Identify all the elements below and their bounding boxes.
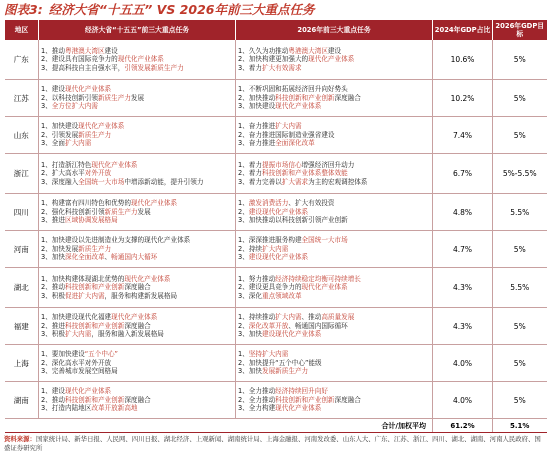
task-text: 深度融合: [124, 283, 151, 292]
task-text: 2、建设具有国际竞争力的: [41, 55, 118, 64]
header-plan: 经济大省“十五五”前三大重点任务: [39, 20, 236, 40]
task-line: [238, 131, 430, 140]
table-row: [5, 80, 547, 117]
plan-cell: [39, 308, 236, 345]
task-text: 深度融合: [124, 321, 151, 330]
highlighted-text: 现代化产业体系: [78, 122, 125, 131]
gdp-share-cell: 10.2%: [433, 80, 493, 117]
highlighted-text: 发展新质生产力: [261, 367, 309, 376]
gdp-share-cell: 4.3%: [433, 268, 493, 308]
task-line: [41, 169, 233, 178]
task-line: [238, 236, 430, 245]
total-row: [5, 419, 547, 433]
task-text: 3、加快: [41, 253, 65, 262]
task-line: [238, 64, 430, 73]
region-cell: 广东: [5, 40, 39, 80]
task-line: [41, 404, 233, 413]
task-line: [238, 55, 430, 64]
gdp-share-cell: 4.3%: [433, 308, 493, 345]
highlighted-text: 新质生产力: [97, 93, 131, 102]
task-text: 2、强化科技创新引领: [41, 207, 105, 216]
gdp-target-cell: 5%: [493, 80, 547, 117]
highlighted-text: 新质生产力: [104, 207, 138, 216]
highlighted-text: 科技创新和产业创新: [64, 395, 125, 404]
task-line: [238, 359, 430, 368]
highlighted-text: 全面深化改革: [275, 139, 315, 148]
task-line: [41, 178, 233, 187]
task-line: [41, 275, 233, 284]
source-text: 国家统计局、新华日报、人民网、四川日报、湖北经济、上观新闻、湖南统计局、上海金融报、河南发改委、山东人大、广东、江苏、浙江、四川、湖北、湖南、河南人民政府、国盛证券研究所: [4, 435, 541, 452]
task-line: [238, 245, 430, 254]
task-text: 1、打造浙江特色: [41, 160, 92, 169]
highlighted-text: 新质生产力: [78, 130, 112, 139]
highlighted-text: “五个中心”: [84, 350, 118, 359]
tasks-2026-cell: [236, 268, 433, 308]
task-text: 发展: [130, 93, 145, 102]
task-line: [41, 396, 233, 405]
highlighted-text: 激发消费活力: [248, 199, 289, 208]
highlighted-text: 全国统一大市场: [301, 236, 348, 245]
task-line: [41, 161, 233, 170]
task-text: 1、加快建设: [41, 122, 79, 131]
highlighted-text: 区域协调发展格局: [64, 216, 118, 225]
highlighted-text: 现代化产业体系: [130, 199, 178, 208]
gdp-target-cell: 5%: [493, 231, 547, 268]
highlighted-text: 现代化产业体系: [301, 283, 348, 292]
table-row: [5, 154, 547, 194]
task-line: [41, 283, 233, 292]
region-cell: 四川: [5, 194, 39, 231]
highlighted-text: 现代化产业体系: [275, 102, 322, 111]
task-line: [41, 64, 233, 73]
task-line: [41, 292, 233, 301]
tasks-2026-cell: [236, 117, 433, 154]
task-line: [41, 359, 233, 368]
task-text: 3、完善城市发展空间格局: [41, 367, 118, 376]
task-text: 3、加快建设: [238, 102, 276, 111]
table-row: [5, 117, 547, 154]
task-line: [238, 396, 430, 405]
highlighted-text: 高质量发展: [321, 313, 355, 322]
task-text: 3、打造内陆地区: [41, 404, 92, 413]
gdp-target-cell: 5.5%: [493, 268, 547, 308]
region-cell: 福建: [5, 308, 39, 345]
task-line: [238, 275, 430, 284]
task-text: 2、: [238, 207, 249, 216]
task-text: 2、推动: [41, 395, 65, 404]
task-line: [41, 131, 233, 140]
highlighted-text: 建设现代化产业体系: [261, 330, 322, 339]
highlighted-text: 扩大需求: [281, 177, 309, 186]
task-line: [238, 94, 430, 103]
highlighted-text: 全方位扩大内需: [51, 102, 98, 111]
highlighted-text: 深化改革开放: [248, 321, 289, 330]
plan-cell: [39, 345, 236, 382]
region-cell: 湖南: [5, 382, 39, 419]
task-line: [238, 322, 430, 331]
plan-cell: [39, 231, 236, 268]
tasks-2026-cell: [236, 345, 433, 382]
task-text: 深度融合: [334, 395, 361, 404]
task-text: ，服务和融入新发展格局: [91, 330, 164, 339]
highlighted-text: 现代化产业体系: [91, 160, 138, 169]
task-text: 、畅通国内国际循环: [288, 321, 348, 330]
task-text: 3、全力构建: [238, 404, 276, 413]
tasks-2026-cell: [236, 194, 433, 231]
task-text: 1、不断巩固和拓展经济回升向好势头: [238, 85, 348, 94]
highlighted-text: 现代化产业体系: [275, 404, 322, 413]
task-text: 3、积极: [41, 330, 65, 339]
task-line: [238, 313, 430, 322]
task-line: [238, 387, 430, 396]
task-text: 2、扩大高水平: [41, 169, 85, 178]
task-line: [238, 122, 430, 131]
plan-cell: [39, 117, 236, 154]
table-row: [5, 194, 547, 231]
task-line: [41, 55, 233, 64]
task-text: 1、持续推动: [238, 313, 276, 322]
highlighted-text: 促进扩大内需: [64, 291, 105, 300]
task-text: 3、加快: [238, 330, 262, 339]
region-cell: 江苏: [5, 80, 39, 117]
figure-title: [0, 0, 550, 20]
task-text: 发展: [137, 207, 151, 216]
task-text: 、: [104, 253, 112, 262]
highlighted-text: 改革开放新高地: [91, 404, 138, 413]
task-line: [238, 216, 430, 225]
task-line: [238, 283, 430, 292]
highlighted-text: 扩大内需: [275, 122, 302, 131]
tasks-table: [4, 20, 547, 433]
gdp-share-cell: 10.6%: [433, 40, 493, 80]
task-line: [41, 367, 233, 376]
task-text: 2、深化高水平对外开放: [41, 358, 112, 367]
plan-cell: [39, 40, 236, 80]
task-text: 建设: [104, 46, 118, 55]
highlighted-text: 扩大内需: [64, 330, 92, 339]
task-text: 1、建设: [41, 85, 65, 94]
tasks-2026-cell: [236, 308, 433, 345]
task-line: [41, 94, 233, 103]
highlighted-text: 科技创新和产业创新: [275, 395, 335, 404]
task-line: [41, 330, 233, 339]
task-text: 深度融合: [334, 93, 361, 102]
task-text: 2、推进: [41, 321, 65, 330]
highlighted-text: 科技创新和产业体系整体效能: [261, 169, 348, 178]
highlighted-text: 经济持续回升向好: [275, 387, 328, 396]
task-text: 2、推动: [41, 283, 65, 292]
task-text: 3、加快: [238, 367, 262, 376]
source-label: 资料来源：: [4, 435, 36, 443]
task-line: [41, 85, 233, 94]
table-row: [5, 308, 547, 345]
task-text: 3、积极: [41, 291, 65, 300]
task-line: [41, 199, 233, 208]
region-cell: 湖北: [5, 268, 39, 308]
task-text: 3、推进: [41, 216, 65, 225]
table-row: [5, 40, 547, 80]
gdp-target-cell: 5%: [493, 345, 547, 382]
plan-cell: [39, 194, 236, 231]
highlighted-text: 对外开放: [84, 169, 112, 178]
gdp-share-cell: 4.8%: [433, 194, 493, 231]
region-cell: 上海: [5, 345, 39, 382]
task-text: 增强经济回升动力: [301, 160, 355, 169]
task-line: [41, 245, 233, 254]
gdp-share-cell: 4.0%: [433, 382, 493, 419]
header-row: [5, 20, 547, 40]
figure-label: 图表3:: [4, 2, 43, 17]
task-text: 2、加快构建更加强大的: [238, 55, 309, 64]
task-text: 2、加快提升“五个中心”能级: [238, 358, 322, 367]
gdp-share-cell: 6.7%: [433, 154, 493, 194]
tasks-2026-cell: [236, 40, 433, 80]
task-text: 1、久久为功推动: [238, 46, 289, 55]
highlighted-text: 现代化产业体系: [64, 85, 112, 94]
gdp-share-cell: 4.7%: [433, 231, 493, 268]
task-text: 3、深度融入: [41, 177, 79, 186]
table-body: [5, 40, 547, 433]
highlighted-text: 科技创新和产业创新: [275, 93, 335, 102]
task-line: [41, 253, 233, 262]
highlighted-text: 现代化产业体系: [117, 55, 164, 64]
task-text: 3、着力完善以: [238, 177, 282, 186]
task-text: 1、加快建设以先进制造业为支撑的现代化产业体系: [41, 236, 191, 245]
gdp-target-cell: 5.5%: [493, 194, 547, 231]
task-line: [238, 161, 430, 170]
task-text: 2、全力推动: [238, 395, 276, 404]
total-gdp-target: 5.1%: [493, 419, 547, 433]
task-line: [238, 139, 430, 148]
task-line: [238, 367, 430, 376]
task-line: [41, 122, 233, 131]
region-cell: 河南: [5, 231, 39, 268]
task-line: [238, 404, 430, 413]
task-line: [41, 236, 233, 245]
highlighted-text: 现代化产业体系: [111, 313, 158, 322]
gdp-target-cell: 5%: [493, 40, 547, 80]
table-row: [5, 268, 547, 308]
task-line: [238, 102, 430, 111]
plan-cell: [39, 268, 236, 308]
task-text: 1、构建富有四川特色和优势的: [41, 199, 131, 208]
highlighted-text: 坚持扩大内需: [248, 350, 289, 359]
task-text: 3、提高科技自主自强水平，: [41, 63, 125, 72]
task-text: ，服务和构建新发展格局: [104, 291, 178, 300]
region-cell: 浙江: [5, 154, 39, 194]
table-row: [5, 231, 547, 268]
task-text: 2、以科技创新引领: [41, 93, 98, 102]
source-note: [4, 435, 546, 453]
task-line: [41, 208, 233, 217]
tasks-2026-cell: [236, 80, 433, 117]
header-gdp-target: 2026年GDP目标: [493, 20, 547, 40]
task-text: 2、奋力推进国际制造业强省建设: [238, 130, 335, 139]
task-line: [41, 47, 233, 56]
task-line: [238, 85, 430, 94]
highlighted-text: 经济持续稳定均衡可持续增长: [275, 274, 361, 283]
task-text: 1、建设: [41, 387, 65, 396]
highlighted-text: 现代化产业体系: [124, 274, 171, 283]
gdp-target-cell: 5%: [493, 117, 547, 154]
task-line: [238, 292, 430, 301]
highlighted-text: 科技创新和产业创新: [64, 321, 125, 330]
task-text: 1、: [238, 350, 249, 359]
highlighted-text: 扩大有效需求: [261, 63, 302, 72]
task-text: 、扩大有效投资: [288, 199, 335, 208]
task-line: [238, 253, 430, 262]
highlighted-text: 新质生产力: [78, 244, 112, 253]
highlighted-text: 粤港澳大湾区: [288, 46, 328, 55]
task-line: [238, 199, 430, 208]
task-text: 3、着力: [238, 63, 262, 72]
task-text: 1、要加快建设: [41, 350, 85, 359]
task-line: [238, 178, 430, 187]
plan-cell: [39, 154, 236, 194]
task-text: 1、推动: [41, 46, 65, 55]
header-tasks-2026: 2026年前三大重点任务: [236, 20, 433, 40]
task-text: 2、加快发展: [41, 244, 79, 253]
task-line: [238, 330, 430, 339]
highlighted-text: 提振市场信心: [261, 160, 302, 169]
highlighted-text: 扩大内需: [275, 313, 302, 322]
total-label: 合计/加权平均: [5, 419, 433, 433]
highlighted-text: 现代化产业体系: [64, 387, 112, 396]
highlighted-text: 建设现代化产业体系: [248, 253, 309, 262]
header-gdp-share: 2024年GDP占比: [433, 20, 493, 40]
task-text: 建设: [327, 46, 342, 55]
task-line: [238, 169, 430, 178]
task-line: [238, 47, 430, 56]
task-text: 3、全面: [41, 139, 65, 148]
task-text: 2、引领发展: [41, 130, 79, 139]
gdp-target-cell: 5%-5.5%: [493, 154, 547, 194]
task-text: 1、: [238, 199, 249, 208]
header-region: 地区: [5, 20, 39, 40]
highlighted-text: 重点领域改革: [261, 291, 302, 300]
task-text: 为主的宏观调控体系: [308, 177, 368, 186]
task-text: 深度融合: [124, 395, 151, 404]
table-row: [5, 345, 547, 382]
highlighted-text: 粤港澳大湾区: [64, 46, 105, 55]
highlighted-text: 现代化产业体系: [308, 55, 355, 64]
task-line: [238, 208, 430, 217]
task-text: 3、加快推动以科技创新引领产业创新: [238, 216, 348, 225]
task-line: [41, 139, 233, 148]
task-line: [41, 387, 233, 396]
task-line: [41, 216, 233, 225]
task-text: 中增添新动能，提升引领力: [124, 177, 204, 186]
tasks-2026-cell: [236, 154, 433, 194]
task-text: 1、全力推动: [238, 387, 276, 396]
figure-title-text: 经济大省“十五五” VS 2026年前三大重点任务: [48, 2, 315, 17]
task-text: 1、着力: [238, 160, 262, 169]
task-text: 1、奋力推进: [238, 122, 276, 131]
task-text: 2、: [238, 321, 249, 330]
gdp-target-cell: 5%: [493, 308, 547, 345]
highlighted-text: 全国统一大市场: [78, 177, 125, 186]
highlighted-text: 畅通国内大循环: [111, 253, 158, 262]
gdp-target-cell: 5%: [493, 382, 547, 419]
region-cell: 山东: [5, 117, 39, 154]
task-text: 1、加快构建体现湖北优势的: [41, 274, 125, 283]
tasks-2026-cell: [236, 231, 433, 268]
task-line: [41, 350, 233, 359]
highlighted-text: 深化全面改革: [64, 253, 105, 262]
task-text: 3、奋力推进: [238, 139, 276, 148]
task-text: 1、深深推进服务构建: [238, 236, 302, 245]
highlighted-text: 扩大内需: [64, 139, 92, 148]
task-line: [238, 350, 430, 359]
gdp-share-cell: 4.0%: [433, 345, 493, 382]
highlighted-text: 扩大内需: [261, 244, 289, 253]
task-text: 3、: [238, 253, 249, 262]
task-text: 2、着力: [238, 169, 262, 178]
task-line: [41, 102, 233, 111]
task-text: 3、深化: [238, 291, 262, 300]
task-text: 2、持续: [238, 244, 262, 253]
highlighted-text: 建设现代化产业体系: [248, 207, 309, 216]
gdp-share-cell: 7.4%: [433, 117, 493, 154]
highlighted-text: 引领发展新质生产力: [124, 63, 184, 72]
task-text: 1、努力推动: [238, 274, 276, 283]
task-text: 2、建设更具竞争力的: [238, 283, 302, 292]
task-text: 1、加快建设现代化福建: [41, 313, 112, 322]
total-gdp-share: 61.2%: [433, 419, 493, 433]
task-text: 3、: [41, 102, 52, 111]
task-line: [41, 313, 233, 322]
task-text: 、推动: [301, 313, 322, 322]
task-line: [41, 322, 233, 331]
highlighted-text: 科技创新和产业创新: [64, 283, 125, 292]
plan-cell: [39, 80, 236, 117]
task-text: 2、加快推动: [238, 93, 276, 102]
